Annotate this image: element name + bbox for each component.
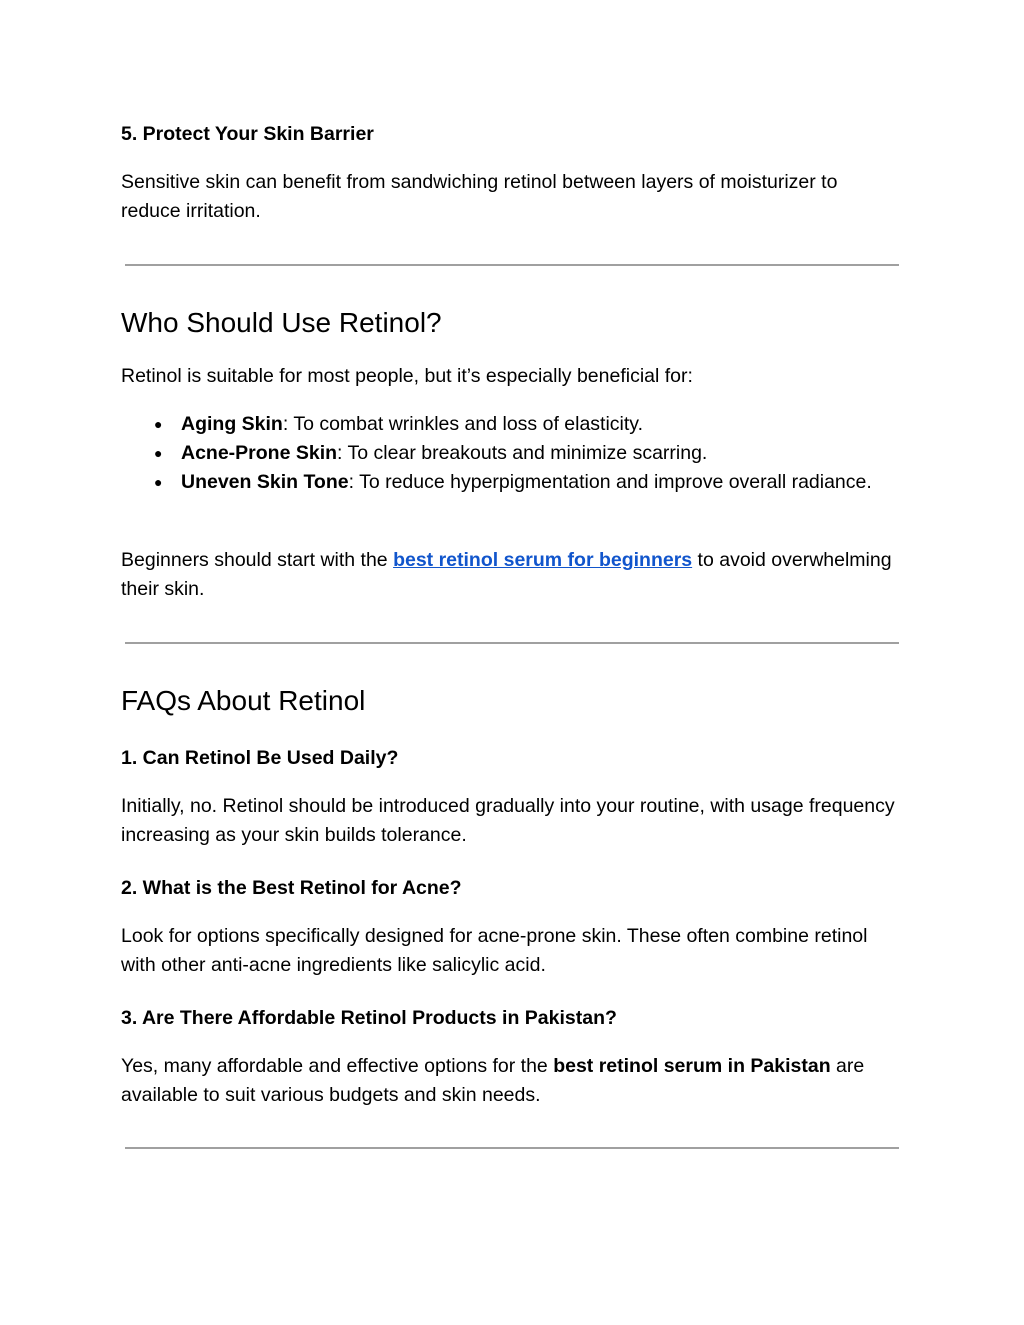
faqs-heading: FAQs About Retinol <box>121 685 366 716</box>
beginners-paragraph <box>121 546 901 604</box>
list-item-term: Aging Skin <box>181 413 283 435</box>
faq-answer-3-after: are available to suit various budgets and skin needs. <box>121 1055 865 1106</box>
horizontal-rule <box>125 1147 899 1149</box>
faq-answer-2: Look for options specifically designed for acne-prone skin. These often combine retinol with other anti-acne ingredients like salicylic acid. <box>121 925 868 976</box>
list-item <box>121 468 881 497</box>
who-should-use-heading: Who Should Use Retinol? <box>121 307 442 338</box>
skin-barrier-paragraph: Sensitive skin can benefit from sandwiching retinol between layers of moisturizer to reduce irritation. <box>121 171 838 222</box>
skin-barrier-heading: 5. Protect Your Skin Barrier <box>121 123 374 145</box>
who-intro-paragraph: Retinol is suitable for most people, but it’s especially beneficial for: <box>121 365 693 387</box>
list-item-desc: : To clear breakouts and minimize scarring. <box>337 442 708 464</box>
beginners-text-after: to avoid overwhelming their skin. <box>121 549 892 600</box>
list-item <box>121 439 881 468</box>
list-item-term: Acne-Prone Skin <box>181 442 338 464</box>
faq-question-3: 3. Are There Affordable Retinol Products in Pakistan? <box>121 1007 617 1029</box>
beginners-text-before: Beginners should start with the <box>121 549 394 571</box>
bullet-icon: ● <box>154 474 163 490</box>
bullet-icon: ● <box>154 445 163 461</box>
list-item-desc: : To combat wrinkles and loss of elasticity. <box>282 413 644 435</box>
bullet-icon: ● <box>154 416 163 432</box>
list-item-desc: : To reduce hyperpigmentation and improve overall radiance. <box>348 471 872 493</box>
faq-answer-1: Initially, no. Retinol should be introduced gradually into your routine, with usage frequency increasing as your skin builds tolerance. <box>121 795 895 846</box>
faq-answer-3 <box>121 1052 901 1110</box>
faq-answer-3-bold: best retinol serum in Pakistan <box>553 1055 831 1077</box>
horizontal-rule <box>125 264 899 266</box>
list-item-term: Uneven Skin Tone <box>181 471 349 493</box>
horizontal-rule <box>125 642 899 644</box>
best-retinol-beginners-link[interactable]: best retinol serum for beginners <box>393 549 693 571</box>
list-item <box>121 410 881 439</box>
benefit-list <box>121 410 901 497</box>
faq-question-1: 1. Can Retinol Be Used Daily? <box>121 747 399 769</box>
faq-question-2: 2. What is the Best Retinol for Acne? <box>121 877 462 899</box>
faq-answer-3-before: Yes, many affordable and effective options for the <box>121 1055 554 1077</box>
